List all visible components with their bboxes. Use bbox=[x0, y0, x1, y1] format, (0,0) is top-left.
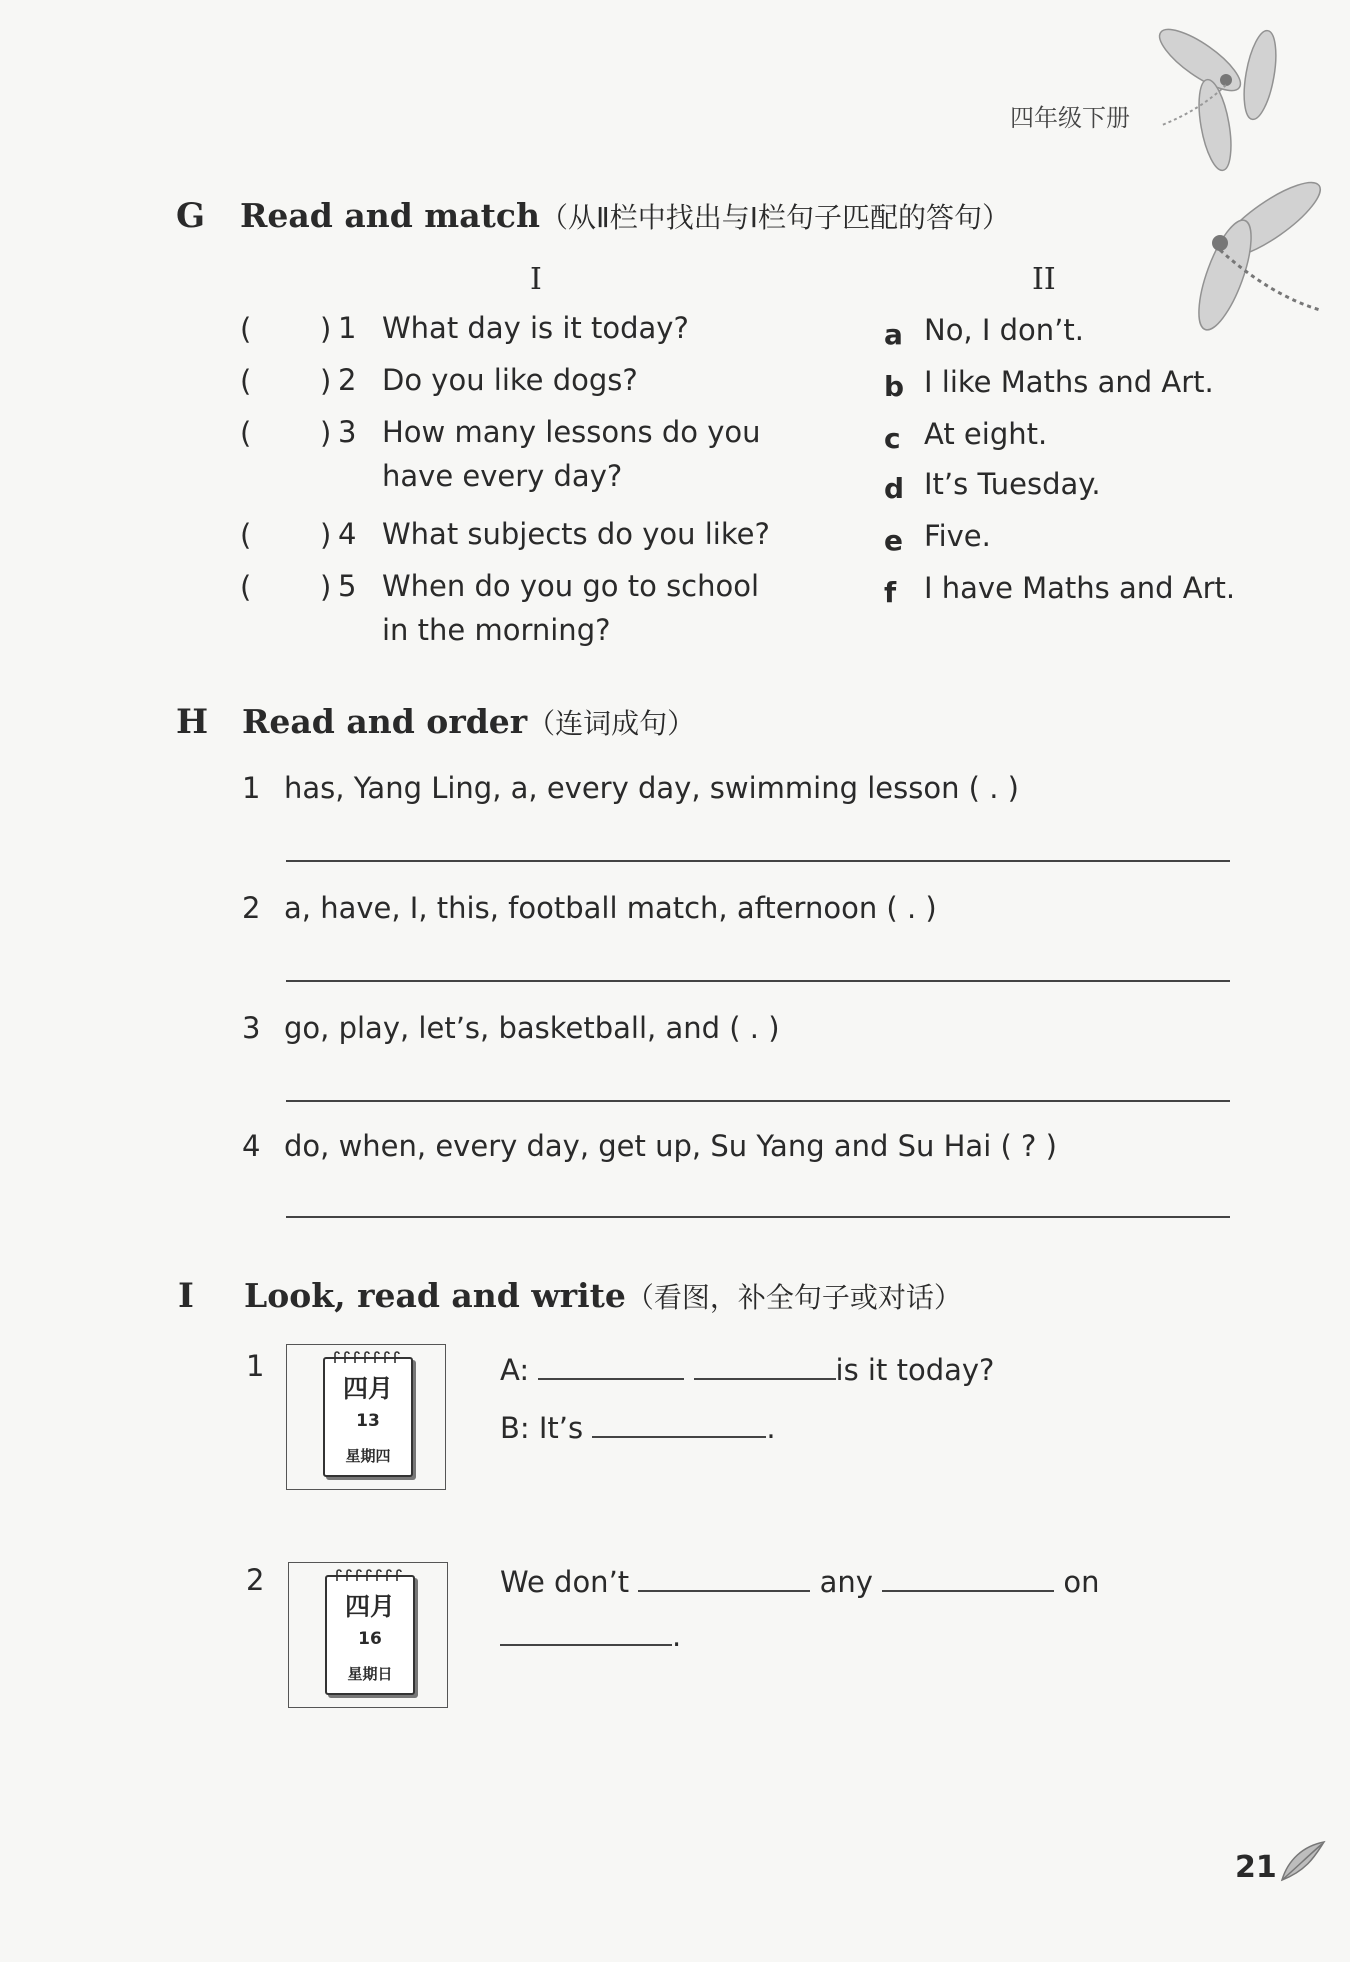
column-one-heading: I bbox=[530, 262, 542, 297]
order-item-number: 2 bbox=[242, 891, 261, 925]
calendar-rings-icon bbox=[329, 1351, 409, 1365]
answer-blank[interactable] bbox=[592, 1406, 766, 1438]
order-item-words: do, when, every day, get up, Su Yang and Su Hai ( ? ) bbox=[284, 1129, 1057, 1163]
answer-letter: b bbox=[884, 370, 905, 403]
answer-letter: f bbox=[884, 576, 897, 609]
calendar-month: 四月 bbox=[344, 1592, 395, 1621]
calendar-weekday: 星期四 bbox=[345, 1447, 391, 1465]
answer-paren-close[interactable]: ) bbox=[320, 364, 332, 398]
speaker-a-label: A: bbox=[500, 1353, 530, 1387]
question-text: How many lessons do you bbox=[382, 415, 761, 449]
question-text: What day is it today? bbox=[382, 311, 689, 345]
write-item-number: 2 bbox=[246, 1563, 265, 1597]
grade-label: 四年级下册 bbox=[1010, 104, 1130, 132]
answer-paren-open: ( bbox=[240, 312, 252, 346]
dialogue-line-b bbox=[500, 1406, 776, 1450]
sentence-line bbox=[500, 1560, 1099, 1604]
section-h-letter: H bbox=[176, 702, 209, 742]
calendar-picture bbox=[288, 1562, 448, 1708]
question-text-continued: in the morning? bbox=[382, 613, 611, 647]
section-h-title: Read and order bbox=[242, 702, 528, 741]
column-two-heading: II bbox=[1032, 262, 1056, 297]
speaker-b-label: B: It’s bbox=[500, 1411, 584, 1445]
answer-text: Five. bbox=[924, 519, 991, 553]
sentence-line-continued bbox=[500, 1614, 681, 1658]
answer-letter: e bbox=[884, 524, 903, 557]
answer-paren-close[interactable]: ) bbox=[320, 312, 332, 346]
answer-text: I have Maths and Art. bbox=[924, 571, 1236, 605]
section-i-subtitle: （看图，补全句子或对话） bbox=[625, 1281, 962, 1314]
order-item-number: 4 bbox=[242, 1129, 261, 1163]
answer-line[interactable] bbox=[286, 1216, 1230, 1218]
answer-blank[interactable] bbox=[694, 1348, 836, 1380]
section-g-title: Read and match bbox=[240, 196, 540, 235]
question-text: When do you go to school bbox=[382, 569, 760, 603]
answer-paren-open: ( bbox=[240, 416, 252, 450]
calendar-day: 13 bbox=[356, 1411, 380, 1431]
answer-blank[interactable] bbox=[500, 1614, 672, 1646]
answer-blank[interactable] bbox=[882, 1560, 1054, 1592]
section-h-subtitle: （连词成句） bbox=[527, 707, 696, 740]
question-text: Do you like dogs? bbox=[382, 363, 638, 397]
answer-paren-open: ( bbox=[240, 570, 252, 604]
calendar-weekday: 星期日 bbox=[347, 1665, 393, 1683]
calendar-month: 四月 bbox=[342, 1374, 393, 1403]
leaf-icon bbox=[1278, 1840, 1328, 1884]
answer-paren-open: ( bbox=[240, 364, 252, 398]
order-item-number: 1 bbox=[242, 771, 261, 805]
answer-paren-close[interactable]: ) bbox=[320, 570, 332, 604]
sentence-text: on bbox=[1063, 1565, 1100, 1599]
answer-text: It’s Tuesday. bbox=[924, 467, 1101, 501]
order-item-words: has, Yang Ling, a, every day, swimming lesson ( . ) bbox=[284, 771, 1019, 805]
section-i-letter: I bbox=[178, 1276, 194, 1316]
answer-text: At eight. bbox=[924, 417, 1048, 451]
question-text: What subjects do you like? bbox=[382, 517, 770, 551]
page-number: 21 bbox=[1235, 1850, 1277, 1885]
question-number: 2 bbox=[338, 363, 357, 397]
answer-text: No, I don’t. bbox=[924, 313, 1084, 347]
dialogue-text: is it today? bbox=[835, 1353, 995, 1387]
answer-line[interactable] bbox=[286, 1100, 1230, 1102]
question-number: 3 bbox=[338, 415, 357, 449]
dialogue-line-a bbox=[500, 1348, 994, 1392]
answer-text: I like Maths and Art. bbox=[924, 365, 1214, 399]
answer-letter: c bbox=[884, 422, 901, 455]
write-item-number: 1 bbox=[246, 1349, 265, 1383]
section-g-subtitle: （从Ⅱ栏中找出与Ⅰ栏句子匹配的答句） bbox=[539, 201, 1010, 234]
section-g-letter: G bbox=[176, 196, 206, 236]
question-text-continued: have every day? bbox=[382, 459, 623, 493]
answer-line[interactable] bbox=[286, 860, 1230, 862]
question-number: 5 bbox=[338, 569, 357, 603]
question-number: 4 bbox=[338, 517, 357, 551]
section-i-title: Look, read and write bbox=[244, 1276, 626, 1315]
calendar-picture bbox=[286, 1344, 446, 1490]
answer-letter: a bbox=[884, 318, 903, 351]
question-number: 1 bbox=[338, 311, 357, 345]
answer-line[interactable] bbox=[286, 980, 1230, 982]
order-item-words: a, have, I, this, football match, afternoon ( . ) bbox=[284, 891, 937, 925]
sentence-text: any bbox=[819, 1565, 873, 1599]
answer-letter: d bbox=[884, 472, 905, 505]
sentence-text: . bbox=[672, 1619, 682, 1653]
calendar-rings-icon bbox=[331, 1569, 411, 1583]
answer-blank[interactable] bbox=[638, 1560, 810, 1592]
dragonfly-icon bbox=[1140, 15, 1340, 335]
answer-paren-open: ( bbox=[240, 518, 252, 552]
answer-paren-close[interactable]: ) bbox=[320, 416, 332, 450]
answer-paren-close[interactable]: ) bbox=[320, 518, 332, 552]
dialogue-text: . bbox=[766, 1411, 776, 1445]
sentence-text: We don’t bbox=[500, 1565, 630, 1599]
answer-blank[interactable] bbox=[538, 1348, 684, 1380]
order-item-words: go, play, let’s, basketball, and ( . ) bbox=[284, 1011, 780, 1045]
calendar-day: 16 bbox=[358, 1629, 382, 1649]
order-item-number: 3 bbox=[242, 1011, 261, 1045]
